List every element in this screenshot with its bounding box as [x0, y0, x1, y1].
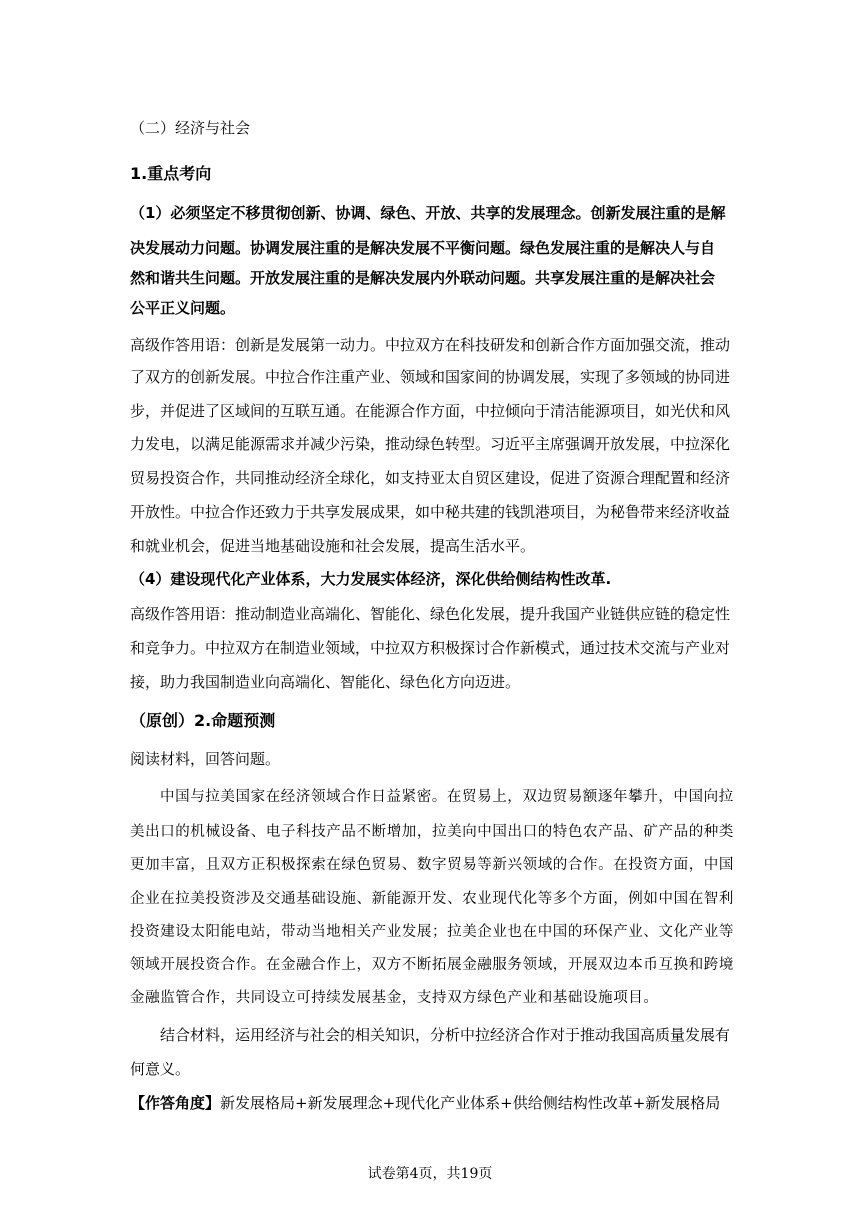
answer-1-line: 步，并促进了区域间的互联互通。在能源合作方面，中拉倾向于清洁能源项目，如光伏和风	[130, 402, 731, 420]
material-line: 美出口的机械设备、电子科技产品不断增加，拉美向中国出口的特色农产品、矿产品的种类	[130, 824, 734, 840]
point-4: （4）建设现代化产业体系，大力发展实体经济，深化供给侧结构性改革.	[130, 570, 612, 588]
answer-1-line: 贸易投资合作，共同推动经济全球化，如支持亚太自贸区建设，促进了资源合理配置和经济	[130, 469, 731, 487]
page-footer: 试卷第4页，共19页	[367, 1166, 493, 1182]
answer-4-line: 高级作答用语：推动制造业高端化、智能化、绿色化发展，提升我国产业链供应链的稳定性	[130, 605, 731, 623]
point-1-line: 然和谐共生问题。开放发展注重的是解决发展内外联动问题。共享发展注重的是解决社会	[130, 269, 716, 287]
instruction: 阅读材料，回答问题。	[130, 750, 281, 768]
answer-angle-label: 【作答角度】	[130, 1094, 221, 1112]
material-line: 中国与拉美国家在经济领域合作日益紧密。在贸易上，双边贸易额逐年攀升，中国向拉	[160, 789, 734, 805]
section-title: （二）经济与社会	[130, 119, 251, 137]
prediction-heading: （原创）2.命题预测	[130, 711, 276, 730]
focus-heading: 1.重点考向	[130, 164, 212, 183]
answer-1-line: 力发电，以满足能源需求并减少污染，推动绿色转型。习近平主席强调开放发展，中拉深化	[130, 435, 731, 453]
answer-1-line: 高级作答用语：创新是发展第一动力。中拉双方在科技研发和创新合作方面加强交流，推动	[130, 336, 731, 354]
answer-angle-text: 新发展格局+新发展理念+现代化产业体系+供给侧结构性改革+新发展格局	[220, 1094, 721, 1112]
material-line: 企业在拉美投资涉及交通基础设施、新能源开发、农业现代化等多个方面，例如中国在智利	[130, 891, 734, 907]
point-1-line: 公平正义问题。	[130, 299, 236, 317]
material-line: 领域开展投资合作。在金融合作上，双方不断拓展金融服务领域，开展双边本币互换和跨境	[130, 957, 734, 973]
point-1-line: （1）必须坚定不移贯彻创新、协调、绿色、开放、共享的发展理念。创新发展注重的是解	[130, 204, 726, 222]
answer-1-line: 了双方的创新发展。中拉合作注重产业、领域和国家间的协调发展，实现了多领域的协同进	[130, 368, 731, 386]
material-line: 投资建设太阳能电站，带动当地相关产业发展；拉美企业也在中国的环保产业、文化产业等	[130, 924, 734, 940]
answer-4-line: 和竞争力。中拉双方在制造业领域，中拉双方积极探讨合作新模式，通过技术交流与产业对	[130, 639, 731, 657]
material-line: 更加丰富，且双方正积极探索在绿色贸易、数字贸易等新兴领域的合作。在投资方面，中国	[130, 857, 734, 873]
question-line: 结合材料，运用经济与社会的相关知识，分析中拉经济合作对于推动我国高质量发展有	[160, 1026, 731, 1044]
answer-angle	[130, 1093, 720, 1113]
answer-4-line: 接，助力我国制造业向高端化、智能化、绿色化方向迈进。	[130, 673, 521, 691]
answer-1-line: 和就业机会，促进当地基础设施和社会发展，提高生活水平。	[130, 537, 536, 555]
material-line: 金融监管合作，共同设立可持续发展基金，支持双方绿色产业和基础设施项目。	[130, 990, 659, 1006]
answer-1-line: 开放性。中拉合作还致力于共享发展成果，如中秘共建的钱凯港项目，为秘鲁带来经济收益	[130, 503, 731, 521]
point-1-line: 决发展动力问题。协调发展注重的是解决发展不平衡问题。绿色发展注重的是解决人与自	[130, 239, 716, 257]
question-line: 何意义。	[130, 1060, 191, 1078]
